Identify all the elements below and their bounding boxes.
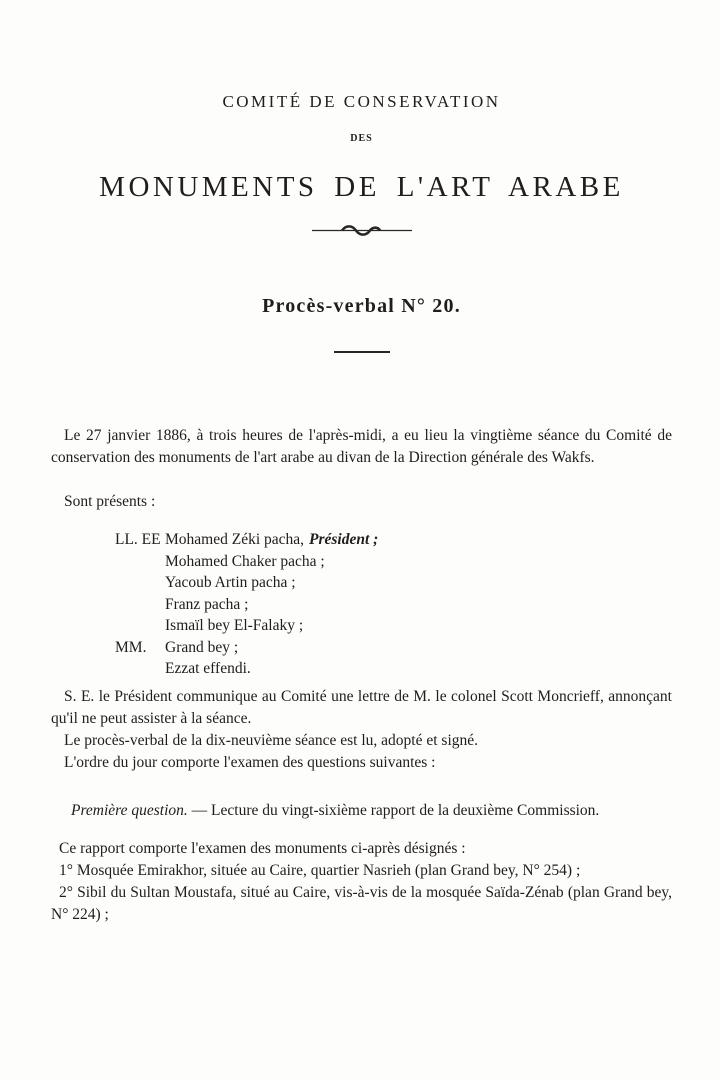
presents-label: Sont présents : bbox=[64, 493, 156, 510]
attendee-row bbox=[115, 594, 672, 616]
attendee-role: Président ; bbox=[309, 531, 379, 548]
attendee-name: Grand bey ; bbox=[165, 638, 239, 656]
minutes-text-block bbox=[51, 686, 672, 774]
rapport-paragraph: Ce rapport comporte l'examen des monuments ci-après désignés : bbox=[59, 839, 466, 857]
proces-verbal-paragraph: Le procès-verbal de la dix-neuvième séance est lu, adopté et signé. bbox=[64, 731, 479, 749]
attendee-prefix: MM. bbox=[115, 638, 147, 656]
attendee-row bbox=[115, 529, 672, 551]
ornament-divider bbox=[51, 223, 672, 237]
attendee-row bbox=[115, 637, 672, 659]
letter-paragraph: S. E. le Président communique au Comité une lettre de M. le colonel Scott Moncrieff, annonçant qu'il ne peut assister à la séance. bbox=[51, 687, 672, 727]
attendee-row bbox=[115, 551, 672, 573]
attendee-name: Franz pacha ; bbox=[165, 595, 249, 613]
main-title: MONUMENTS DE L'ART ARABE bbox=[99, 171, 624, 203]
attendee-prefix: LL. EE bbox=[115, 531, 161, 548]
premiere-question-paragraph bbox=[51, 800, 672, 822]
attendee-name: Yacoub Artin pacha ; bbox=[165, 574, 296, 591]
document-body bbox=[51, 425, 672, 926]
attendee-name: Ezzat effendi. bbox=[165, 660, 251, 677]
attendee-name: Mohamed Chaker pacha ; bbox=[165, 552, 325, 570]
monument-item-1: 1° Mosquée Emirakhor, située au Caire, quartier Nasrieh (plan Grand bey, N° 254) ; bbox=[59, 861, 581, 879]
document-header bbox=[51, 92, 672, 353]
attendee-name: Mohamed Zéki pacha, bbox=[165, 531, 305, 548]
proces-verbal-title: Procès-verbal N° 20. bbox=[262, 295, 461, 317]
squiggle-rule-icon bbox=[312, 223, 412, 237]
ordre-du-jour-paragraph: L'ordre du jour comporte l'examen des questions suivantes : bbox=[64, 753, 436, 771]
monument-item-2: 2° Sibil du Sultan Moustafa, situé au Caire, vis-à-vis de la mosquée Saïda-Zénab (plan Grand bey, N° 224) ; bbox=[51, 883, 672, 923]
committee-title: COMITÉ DE CONSERVATION bbox=[222, 92, 501, 111]
intro-paragraph: Le 27 janvier 1886, à trois heures de l'après-midi, a eu lieu la vingtième séance du Comité de conservation des monuments de l'art arabe au divan de la Direction générale des Wakfs. bbox=[51, 427, 672, 466]
des-label: DES bbox=[350, 133, 373, 144]
attendees-list bbox=[115, 529, 672, 680]
attendee-name: Ismaïl bey El-Falaky ; bbox=[165, 617, 304, 634]
monuments-list-block bbox=[51, 838, 672, 926]
attendee-row bbox=[115, 572, 672, 594]
question-separator: — bbox=[187, 801, 212, 819]
question-label: Première question. bbox=[71, 801, 188, 819]
rule-divider bbox=[334, 351, 390, 353]
question-text: Lecture du vingt-sixième rapport de la deuxième Commission. bbox=[211, 801, 600, 819]
attendee-row bbox=[115, 658, 672, 680]
attendee-row bbox=[115, 615, 672, 637]
